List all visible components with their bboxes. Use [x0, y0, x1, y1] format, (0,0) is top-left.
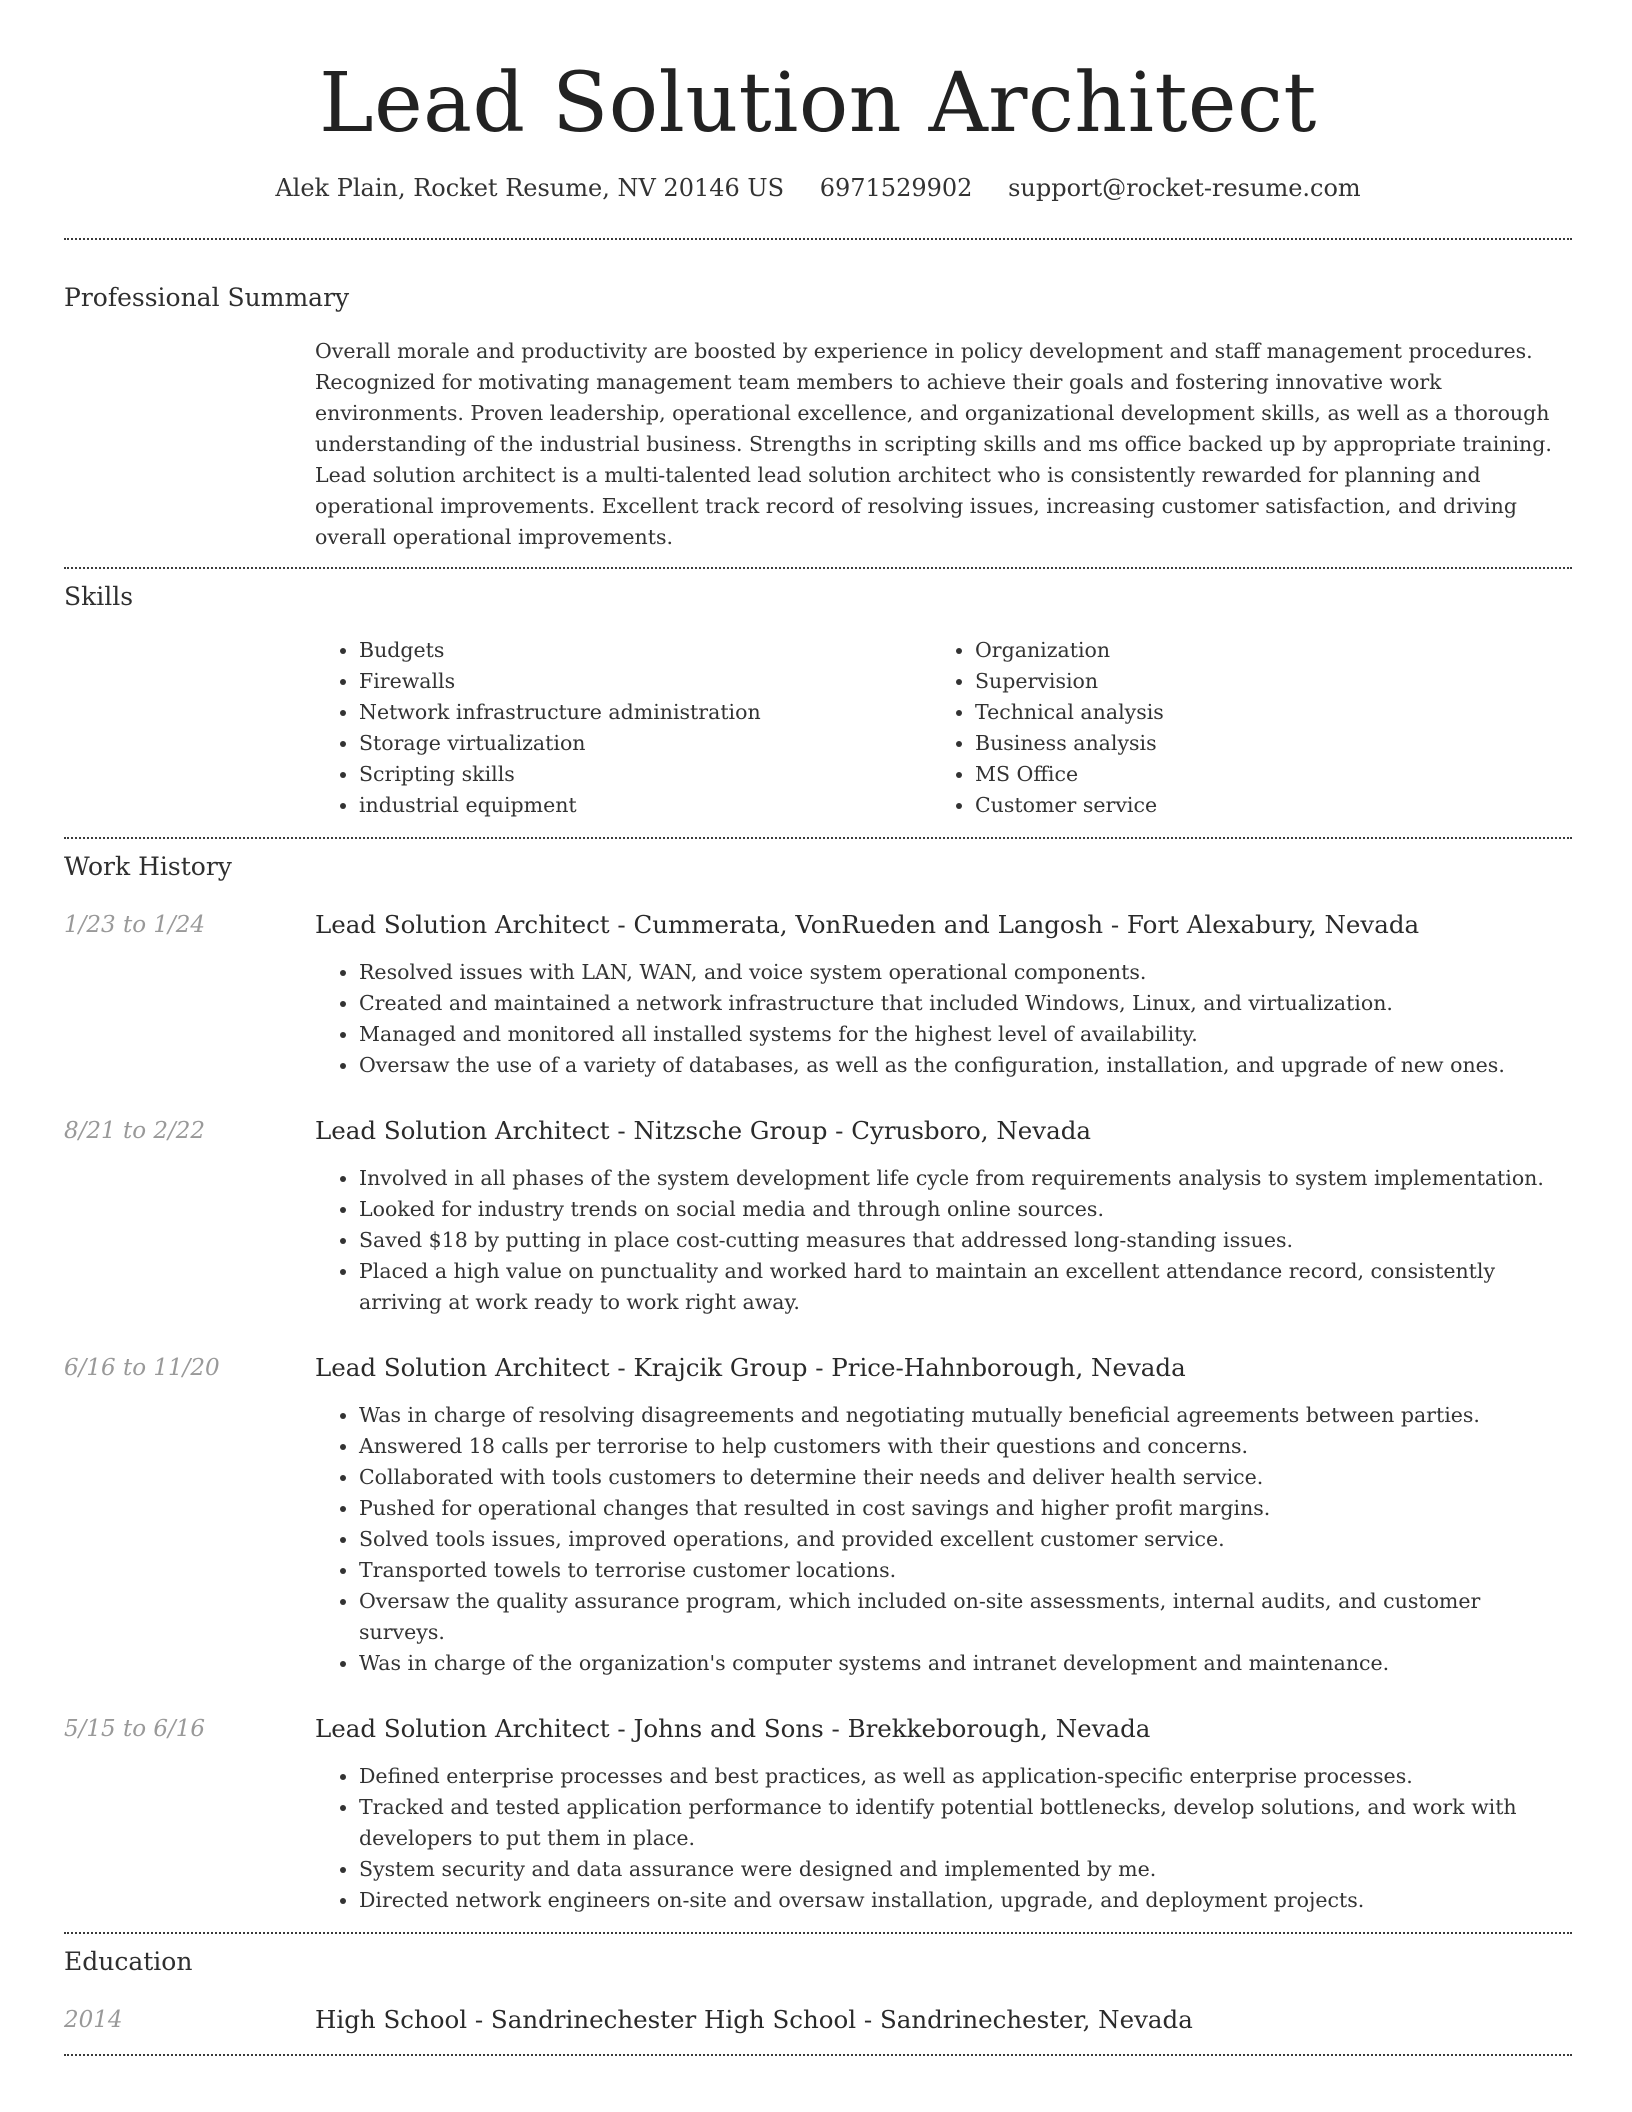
job-bullet: • Involved in all phases of the system development life cycle from requirements analysis to system implementation. — [359, 1163, 1572, 1194]
job-bullet: • Managed and monitored all installed systems for the highest level of availability. — [359, 1019, 1572, 1050]
education-section — [64, 1946, 1572, 2036]
job-bullet: • Defined enterprise processes and best practices, as well as application-specific enterprise processes. — [359, 1761, 1572, 1792]
contact-phone: 6971529902 — [819, 174, 973, 202]
header-divider — [64, 238, 1572, 240]
job-bullet: • Solved tools issues, improved operations, and provided excellent customer service. — [359, 1524, 1572, 1555]
job-entry — [64, 1713, 1572, 1916]
education-divider — [64, 2054, 1572, 2056]
skill-item: • MS Office — [975, 759, 1547, 790]
job-bullet: • Created and maintained a network infrastructure that included Windows, Linux, and virtualization. — [359, 988, 1572, 1019]
skills-heading: Skills — [64, 582, 134, 611]
job-bullet: • Collaborated with tools customers to determine their needs and deliver health service. — [359, 1462, 1572, 1493]
work-history-divider — [64, 1932, 1572, 1934]
skill-item: • Organization — [975, 635, 1547, 666]
contact-email: support@rocket-resume.com — [1008, 174, 1361, 202]
job-bullet: • Looked for industry trends on social media and through online sources. — [359, 1194, 1572, 1225]
summary-divider — [64, 567, 1572, 569]
skills-list-left — [315, 635, 931, 821]
education-title: High School - Sandrinechester High School - Sandrinechester, Nevada — [315, 2005, 1193, 2034]
job-title: Lead Solution Architect - Cummerata, VonRueden and Langosh - Fort Alexabury, Nevada — [315, 910, 1420, 939]
summary-text: Overall morale and productivity are boosted by experience in policy development and staff management procedures. Recognized for motivating management team members to achieve their goals and fostering innovative work environments. Proven leadership, operational excellence, and organizational development skills, as well as a thorough understanding of the industrial business. Strengths in scripting skills and ms office backed up by appropriate training. Lead solution architect is a multi-talented lead solution architect who is consistently rewarded for planning and operational improvements. Excellent track record of resolving issues, increasing customer satisfaction, and driving overall operational improvements. — [315, 339, 1552, 549]
job-bullet: • Answered 18 calls per terrorise to help customers with their questions and concerns. — [359, 1431, 1572, 1462]
job-entry — [64, 1115, 1572, 1318]
job-entry — [64, 1352, 1572, 1679]
skill-item: • Firewalls — [359, 666, 931, 697]
job-bullets — [315, 1163, 1572, 1318]
resume-page — [64, 0, 1572, 2056]
skills-section — [64, 581, 1572, 821]
job-bullets — [315, 1761, 1572, 1916]
education-heading: Education — [64, 1947, 193, 1976]
skill-item: • Storage virtualization — [359, 728, 931, 759]
job-title: Lead Solution Architect - Nitzsche Group - Cyrusboro, Nevada — [315, 1116, 1092, 1145]
skill-item: • Technical analysis — [975, 697, 1547, 728]
job-date: 6/16 to 11/20 — [64, 1355, 220, 1381]
skill-item: • Supervision — [975, 666, 1547, 697]
skills-list-right — [931, 635, 1547, 821]
job-bullets — [315, 1400, 1572, 1679]
job-bullet: • Resolved issues with LAN, WAN, and voice system operational components. — [359, 957, 1572, 988]
education-date: 2014 — [64, 2007, 123, 2033]
work-history-heading: Work History — [64, 852, 232, 881]
skill-item: • Customer service — [975, 790, 1547, 821]
job-bullet: • Oversaw the quality assurance program, which included on-site assessments, internal audits, and customer surveys. — [359, 1586, 1572, 1648]
job-bullet: • Was in charge of the organization's computer systems and intranet development and maintenance. — [359, 1648, 1572, 1679]
resume-title: Lead Solution Architect — [319, 56, 1317, 151]
skill-item: • Scripting skills — [359, 759, 931, 790]
job-entry — [64, 909, 1572, 1081]
skill-item: • Business analysis — [975, 728, 1547, 759]
job-bullets — [315, 957, 1572, 1081]
contact-line — [64, 172, 1572, 204]
job-bullet: • System security and data assurance were designed and implemented by me. — [359, 1854, 1572, 1885]
contact-address: Alek Plain, Rocket Resume, NV 20146 US — [275, 174, 785, 202]
skill-item: • industrial equipment — [359, 790, 931, 821]
job-bullet: • Pushed for operational changes that resulted in cost savings and higher profit margins. — [359, 1493, 1572, 1524]
job-bullet: • Transported towels to terrorise customer locations. — [359, 1555, 1572, 1586]
job-date: 5/15 to 6/16 — [64, 1716, 206, 1742]
job-bullet: • Was in charge of resolving disagreements and negotiating mutually beneficial agreements between parties. — [359, 1400, 1572, 1431]
job-title: Lead Solution Architect - Krajcik Group - Price-Hahnborough, Nevada — [315, 1353, 1186, 1382]
job-bullet: • Directed network engineers on-site and oversaw installation, upgrade, and deployment projects. — [359, 1885, 1572, 1916]
skill-item: • Network infrastructure administration — [359, 697, 931, 728]
job-bullet: • Oversaw the use of a variety of databases, as well as the configuration, installation, and upgrade of new ones. — [359, 1050, 1572, 1081]
job-bullet: • Saved $18 by putting in place cost-cutting measures that addressed long-standing issues. — [359, 1225, 1572, 1256]
summary-heading: Professional Summary — [64, 283, 350, 312]
job-bullet: • Placed a high value on punctuality and worked hard to maintain an excellent attendance record, consistently arriving at work ready to work right away. — [359, 1256, 1572, 1318]
summary-section — [64, 282, 1572, 553]
job-bullet: • Tracked and tested application performance to identify potential bottlenecks, develop solutions, and work with developers to put them in place. — [359, 1792, 1572, 1854]
skills-divider — [64, 837, 1572, 839]
skill-item: • Budgets — [359, 635, 931, 666]
job-title: Lead Solution Architect - Johns and Sons - Brekkeborough, Nevada — [315, 1714, 1151, 1743]
work-history-section — [64, 851, 1572, 1916]
job-date: 8/21 to 2/22 — [64, 1118, 206, 1144]
job-date: 1/23 to 1/24 — [64, 912, 206, 938]
